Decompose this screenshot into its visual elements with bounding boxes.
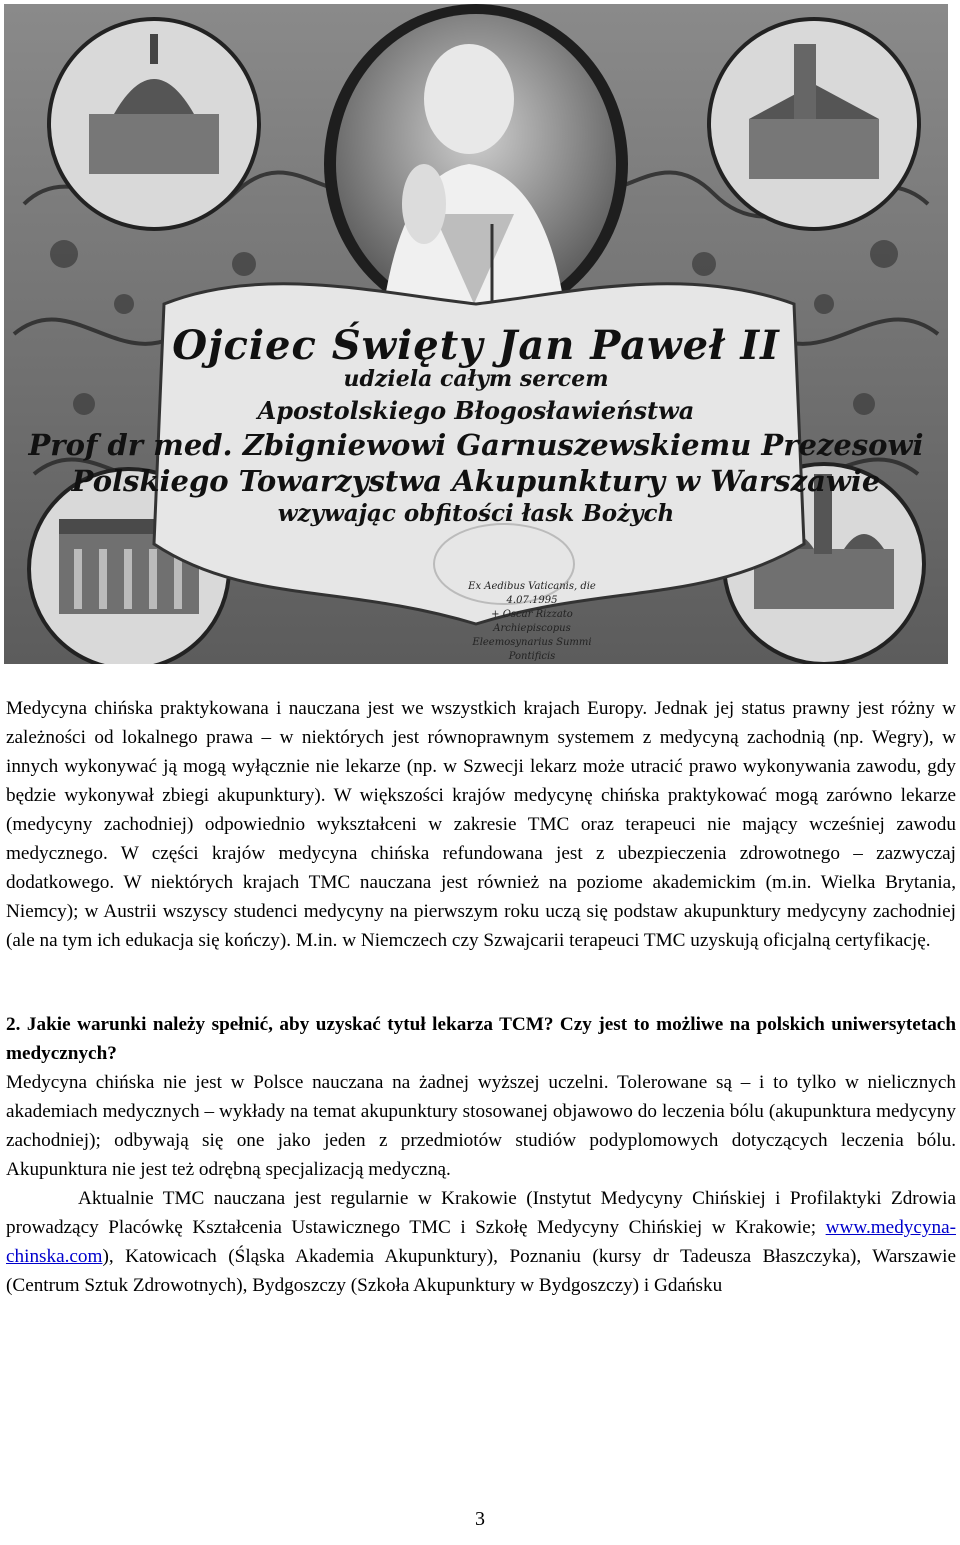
signature-line: + Oscar Rizzato — [491, 609, 573, 620]
website-link[interactable]: www.medycyna-chinska.com — [6, 1217, 956, 1267]
certificate-line: wzywając obfitości łask Bożych — [277, 500, 675, 527]
paragraph-text: ), Katowicach (Śląska Akademia Akupunktury), Poznaniu (kursy dr Tadeusza Błaszczyka), Warszawie (Centrum Sztuk Zdrowotnych), Bydgoszczy (Szkoła Akupunktury w Bydgoszczy) i Gdańsku — [6, 1246, 956, 1296]
certificate-line: udziela całym sercem — [343, 366, 609, 392]
basilica-vignette-tl — [49, 19, 259, 229]
certificate-line: Prof dr med. Zbigniewowi Garnuszewskiemu Prezesowi — [28, 428, 924, 462]
certificate-line: Ojciec Święty Jan Paweł II — [172, 322, 780, 369]
certificate-line: Apostolskiego Błogosławieństwa — [257, 396, 695, 425]
certificate-line: Polskiego Towarzystwa Akupunktury w Warszawie — [71, 464, 881, 498]
paragraph-europe: Medycyna chińska praktykowana i nauczana jest we wszystkich krajach Europy. Jednak jej status prawny jest różny w zależności od lokalnego prawa – w niektórych jest równoprawnym systemem z medycyną zachodnią (np. Wegry), w innych wykonywać ją mogą wyłącznie nie lekarze (np. w Szwecji lekarz może utracić prawo wykonywania zawodu, gdy będzie wykonywał zbiegi akupunktury). W większości krajów medycynę chińska praktykować mogą zarówno lekarze (medycyny zachodniej) odpowiednio wykształceni w zakresie TMC oraz terapeuci nie mający wcześniej zawodu medycznego. W części krajów medycyna chińska refundowana jest z ubezpieczenia zdrowotnego – zazwyczaj dodatkowego. W niektórych krajach TMC nauczana jest również na poziome akademickim (m.in. Wielka Brytania, Niemcy); w Austrii wszyscy studenci medycyny na pierwszym roku uczą się podstaw akupunktury medycyny zachodniej (ale na tym ich edukacja się kończy). M.in. w Niemczech czy Szwajcarii terapeuci TMC uzyskują oficjalną certyfikację. — [6, 698, 956, 951]
paragraph-text: Aktualnie TMC nauczana jest regularnie w Krakowie (Instytut Medycyny Chińskiej i Profilaktyki Zdrowia prowadzący Placówkę Kształcenia Ustawicznego TMC i Szkołę Medycyny Chińskiej w Krakowie; — [6, 1188, 956, 1238]
signature-line: Ex Aedibus Vaticanis, die 4.07.1995 — [468, 581, 596, 606]
question-heading: 2. Jakie warunki należy spełnić, aby uzyskać tytuł lekarza TCM? Czy jest to możliwe na polskich uniwersytetach medycznych? — [6, 1014, 956, 1064]
signature-line: Archiepiscopus — [493, 623, 571, 634]
basilica-vignette-tr — [709, 19, 919, 229]
signature-line: Eleemosynarius Summi Pontificis — [472, 637, 592, 662]
paragraph-poland: Medycyna chińska nie jest w Polsce nauczana na żadnej wyższej uczelni. Tolerowane są – i to tylko w nielicznych akademiach medycznych – wykłady na temat akupunktury stosowanej objawowo do leczenia bólu (akupunktura medycyny zachodniej); odbywają się one jako jeden z przedmiotów studiów podyplomowych dotyczących leczenia bólu. Akupunktura nie jest też odrębną specjalizacją medyczną. — [6, 1072, 956, 1180]
paragraph-teaching-centres — [6, 1184, 956, 1300]
certificate-image — [4, 4, 948, 664]
pope-portrait — [324, 4, 628, 324]
page-number: 3 — [475, 1508, 485, 1530]
document-body — [6, 694, 956, 1300]
certificate-signature — [452, 580, 612, 664]
